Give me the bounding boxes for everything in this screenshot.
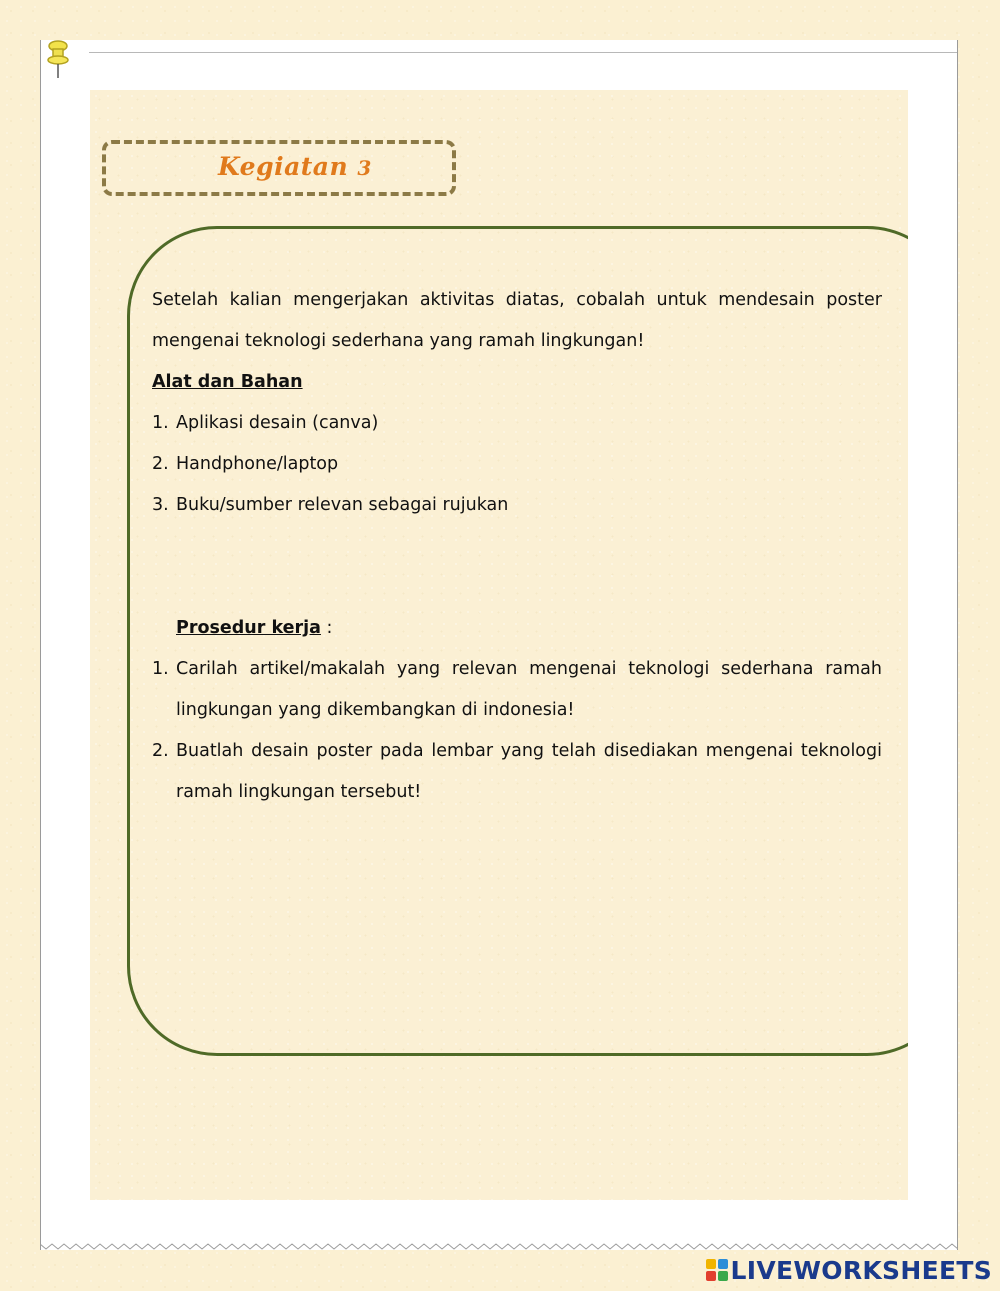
materials-list — [152, 403, 882, 526]
procedure-list — [152, 649, 882, 813]
materials-heading: Alat dan Bahan — [152, 372, 303, 392]
procedure-heading — [176, 608, 882, 649]
list-item-text: Carilah artikel/makalah yang relevan mengenai teknologi sederhana ramah lingkungan yang dikembangkan di indonesia! — [176, 659, 882, 720]
activity-title-word: Kegiatan — [218, 152, 349, 181]
liveworksheets-logo-text: LIVEWORKSHEETS — [730, 1255, 992, 1285]
list-item-text: Buatlah desain poster pada lembar yang telah disediakan mengenai teknologi ramah lingkungan tersebut! — [176, 741, 882, 802]
section-spacer — [152, 526, 882, 608]
liveworksheets-logo[interactable] — [706, 1256, 992, 1284]
activity-title-number: 3 — [357, 156, 372, 180]
activity-title — [218, 152, 372, 181]
list-item-text: Buku/sumber relevan sebagai rujukan — [176, 495, 509, 515]
list-item-number: 3. — [152, 495, 169, 515]
sheet-top-line — [89, 52, 957, 53]
pushpin-icon — [44, 40, 72, 80]
torn-edge — [40, 1240, 958, 1252]
procedure-heading-colon: : — [320, 618, 333, 638]
list-item — [152, 649, 882, 731]
list-item-number: 1. — [152, 413, 169, 433]
list-item — [152, 444, 882, 485]
intro-text: Setelah kalian mengerjakan aktivitas diatas, cobalah untuk mendesain poster mengenai teknologi sederhana yang ramah lingkungan! — [152, 290, 882, 351]
list-item-number: 2. — [152, 454, 169, 474]
activity-title-box — [102, 140, 456, 196]
list-item-text: Aplikasi desain (canva) — [176, 413, 379, 433]
list-item-number: 1. — [152, 659, 169, 679]
list-item-number: 2. — [152, 741, 169, 761]
worksheet-paper — [90, 90, 908, 1200]
list-item — [152, 403, 882, 444]
list-item — [152, 485, 882, 526]
list-item — [152, 731, 882, 813]
list-item-text: Handphone/laptop — [176, 454, 339, 474]
instruction-content — [152, 280, 882, 813]
liveworksheets-logo-icon — [706, 1259, 728, 1281]
procedure-heading-label: Prosedur kerja — [176, 618, 321, 638]
